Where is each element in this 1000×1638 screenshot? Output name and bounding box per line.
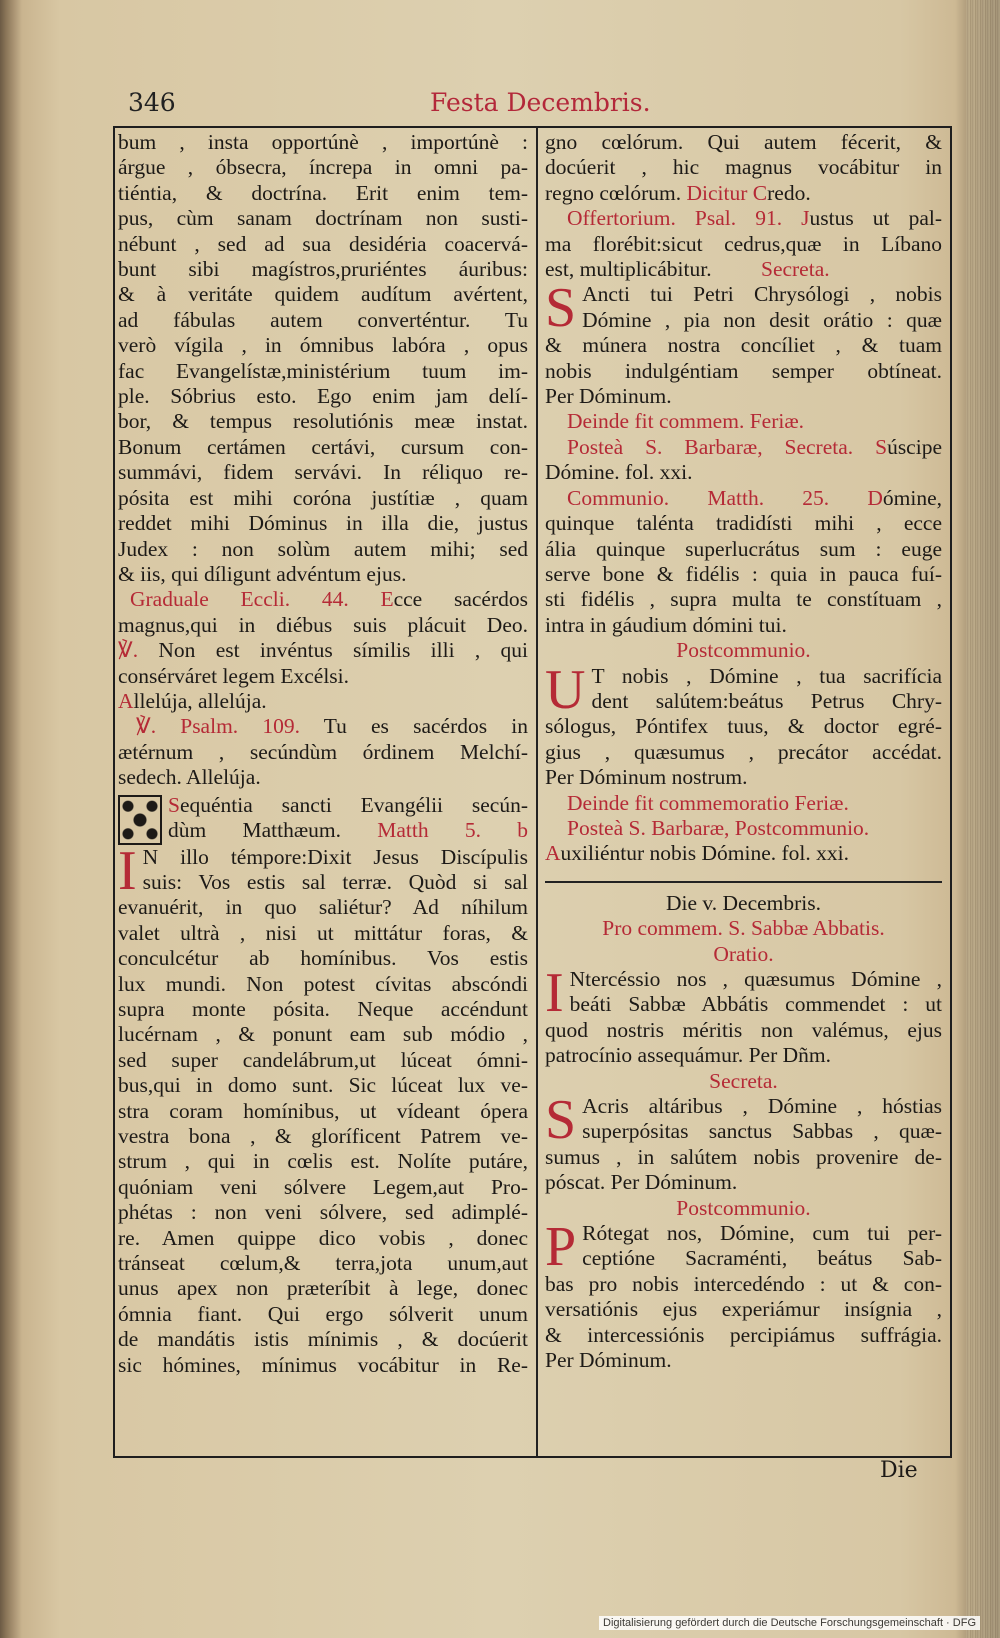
gospel-line: unus apex non præteríbit à lege, donec [118, 1276, 528, 1301]
text-line: & à veritáte quidem audítum avértent, [118, 282, 528, 307]
text-line: pus, cùm sanam doctrínam non susti- [118, 206, 528, 231]
text-line: tiéntia, & doctrína. Erit enim tem- [118, 180, 528, 205]
secreta-2-line: superpósitas sanctus Sabbas , quæ- [582, 1119, 942, 1144]
graduale-line [118, 587, 528, 612]
alleluia-text: llelúja, allelúja. [133, 688, 267, 713]
postcommunio-heading: Postcommunio. [676, 638, 811, 663]
text-line: ple. Sóbrius esto. Ego enim jam delí- [118, 384, 528, 409]
text-line: ad fábulas autem converténtur. Tu [118, 307, 528, 332]
text-line: Bonum certámen certávi, cursum con- [118, 434, 528, 459]
text-line: summávi, fidem servávi. In réliquo re- [118, 460, 528, 485]
gospel-line: bus,qui in domo sunt. Sic lúceat lux ve- [118, 1073, 528, 1098]
postcommunio-line: Per Dóminum nostrum. [545, 765, 748, 790]
graduale-line-2: magnus,qui in diébus suis plácuit Deo. [118, 612, 528, 637]
offertorium-line-2: ma florébit:sicut cedrus,quæ in Líbano [545, 231, 942, 256]
text-line: bor, & tempus resolutiónis meæ instat. [118, 409, 528, 434]
gospel-line: valet ultrà , nisi ut mittátur foras, & [118, 920, 528, 945]
communio-line: intra in gáudium dómini tui. [545, 612, 787, 637]
sequentia-block [118, 793, 528, 845]
secreta-2-line: sumus , in salútem nobis provenire de- [545, 1144, 942, 1169]
graduale-verse: Non est invéntus símilis illi , qui [158, 638, 529, 663]
oratio-line: Ntercéssio nos , quæsumus Dómine , [569, 967, 942, 991]
regno-text: regno cœlórum. [545, 180, 682, 205]
text-line: reddet mihi Dóminus in illa die, justus [118, 511, 528, 536]
graduale-text: cce sacérdos [393, 587, 528, 612]
page-header [0, 88, 1000, 124]
sequentia-line [118, 793, 528, 818]
communio-line [545, 486, 942, 511]
digitization-credit: Digitalisierung gefördert durch die Deutsche Forschungsgemeinschaft · DFG [599, 1616, 980, 1630]
psalm-line [118, 714, 528, 739]
text-line: pósita est mihi coróna justítiæ , quam [118, 485, 528, 510]
postcommunio-line: gius , quæsumus , precátor accédat. [545, 739, 942, 764]
oratio-heading: Oratio. [713, 941, 774, 966]
right-line-3 [545, 181, 942, 206]
communio-line: ália quinque superlucrátus sum : euge [545, 536, 942, 561]
secreta-label: Secreta. [760, 257, 830, 282]
secreta-line: & múnera nostra concíliet , & tuam [545, 333, 942, 358]
text-line: Judex : non solùm autem mihi; sed [118, 536, 528, 561]
deinde-2: Deinde fit commemoratio Feriæ. [567, 790, 849, 815]
postcommunio-line: dent salútem:beátus Petrus Chry- [591, 688, 942, 713]
postcommunio-2-line: Rótegat nos, Dómine, cum tui per- [582, 1221, 942, 1246]
sequentia-ref: Matth 5. b [377, 817, 528, 842]
communio-line: quinque talénta tradidísti mihi , ecce [545, 511, 942, 536]
gospel-line: N illo témpore:Dixit Jesus Discípulis [142, 844, 528, 869]
offertorium-line [545, 206, 942, 231]
graduale-line-4: consérváret legem Excélsi. [118, 663, 350, 688]
secreta-2-block [545, 1094, 942, 1196]
postcommunio-2-line: versatiónis ejus experiámur insígnia , [545, 1297, 942, 1322]
graduale-line-3 [118, 638, 528, 663]
oratio-block [545, 967, 942, 1069]
catchword: Die [880, 1458, 918, 1483]
right-line-2: docúerit , hic magnus vocábitur in [545, 155, 942, 180]
secreta-2-line: póscat. Per Dóminum. [545, 1170, 738, 1195]
oratio-line: beáti Sabbæ Abbátis commendet : ut [569, 992, 942, 1017]
offertorium-text: ustus ut pal- [809, 206, 942, 231]
gospel-line: lux mundi. Non potest cívitas abscóndi [118, 971, 528, 996]
gospel-line: phétas : non veni sólvere, sed adimplé- [118, 1200, 528, 1225]
gospel-block [118, 845, 528, 1379]
graduale-initial: E [380, 587, 394, 612]
sequentia-text-2: dùm Matthæum. [168, 817, 342, 842]
communio-text: ómine, [882, 485, 942, 510]
versicle-sign: ℣. [118, 638, 139, 663]
ornament-icon [118, 795, 162, 845]
page-edges [966, 0, 1000, 1638]
gospel-line: supra monte pósita. Neque accéndunt [118, 997, 528, 1021]
secreta-initial: S [545, 282, 577, 340]
gospel-initial: I [118, 844, 137, 902]
secreta-2-line: Acris altáribus , Dómine , hóstias [582, 1094, 942, 1119]
gospel-line: conculcétur ab homínibus. Vos estis [118, 946, 528, 971]
postcommunio-2-line: & intercessiónis percipiámus suffrágia. [545, 1322, 942, 1347]
postea-1-text: úscipe [887, 434, 942, 459]
text-line: nébunt , sed ad sua desidéria coacervá- [118, 231, 528, 256]
postcommunio-block [545, 664, 942, 791]
psalm-text: Tu es sacérdos in [323, 714, 528, 739]
postcommunio-2-line: Per Dóminum. [545, 1348, 672, 1373]
auxilientur-line [545, 841, 942, 866]
auxilientur-text: uxiliéntur nobis Dómine. fol. xxi. [560, 841, 849, 866]
credo-rubric: Dicitur C [686, 180, 768, 205]
postea-1-line-2: Dómine. fol. xxi. [545, 460, 693, 485]
communio-label: Communio. Matth. 25. D [567, 485, 883, 510]
right-column [545, 130, 942, 1374]
auxilientur-initial: A [545, 841, 561, 866]
postea-1-label: Posteà S. Barbaræ, Secreta. S [567, 434, 888, 459]
die-title: Die v. Decembris. [665, 890, 822, 915]
text-line: verò vígila , in ómnibus labóra , opus [118, 333, 528, 358]
psalm-line-2: ætérnum , secúndùm órdinem Melchí- [118, 739, 528, 764]
deinde-1: Deinde fit commem. Feriæ. [567, 409, 805, 434]
postcommunio-2-line: ceptióne Sacraménti, beátus Sab- [582, 1246, 942, 1271]
running-title: Festa Decembris. [430, 88, 651, 117]
postcommunio-2-heading: Postcommunio. [676, 1195, 811, 1220]
text-line: & iis, qui díligunt advéntum ejus. [118, 561, 407, 586]
oratio-line: patrocínio assequámur. Per Dñm. [545, 1043, 832, 1068]
gospel-line: lucérnam , & ponunt eam sub módio , [118, 1022, 528, 1047]
secreta-2-heading: Secreta. [709, 1068, 778, 1093]
graduale-label: Graduale Eccli. 44. [130, 587, 349, 612]
text-line: bunt sibi magístros,pruriéntes áuribus: [118, 257, 528, 282]
alleluia-line [118, 689, 528, 714]
right-line-1: gno cœlórum. Qui autem fécerit, & [545, 130, 942, 154]
gospel-line: strum , qui in cœlis est. Nolíte putáre, [118, 1149, 528, 1174]
credo-text: redo. [767, 180, 811, 205]
oratio-initial: I [545, 967, 564, 1024]
gospel-line: de mandátis istis mínimis , & docúerit [118, 1327, 528, 1352]
section-rule [545, 881, 942, 883]
sequentia-line-2 [118, 818, 528, 843]
postcommunio-line: T nobis , Dómine , tua sacrifícia [591, 663, 942, 688]
secreta-line: nobis indulgéntiam semper obtíneat. [545, 358, 942, 383]
alleluia-initial: A [118, 688, 134, 713]
page-number: 346 [128, 88, 176, 117]
offertorium-last: est, multiplicábitur. [545, 257, 712, 282]
secreta-2-initial: S [545, 1094, 577, 1152]
pro-commem: Pro commem. S. Sabbæ Abbatis. [602, 916, 885, 941]
gospel-line: evanuérit, in quo saliétur? Ad níhilum [118, 895, 528, 920]
postcommunio-line: sólogus, Póntifex tuus, & doctor egré- [545, 714, 942, 739]
postcommunio-2-line: bas pro nobis intercedéndo : ut & con- [545, 1271, 942, 1296]
postcommunio-2-initial: P [545, 1221, 577, 1279]
communio-line: serve bone & fidélis : quia in pauca fuí- [545, 561, 942, 586]
secreta-line: Per Dóminum. [545, 384, 672, 409]
text-line: árgue , óbsecra, íncrepa in omni pa- [118, 155, 528, 180]
postea-2: Posteà S. Barbaræ, Postcommunio. [567, 815, 870, 840]
offertorium-line-3 [545, 257, 942, 282]
postcommunio-2-block [545, 1221, 942, 1373]
secreta-line: Dómine , pia non desit orátio : quæ [582, 307, 942, 332]
gospel-line: ómnia fiant. Qui ergo sólverit unum [118, 1301, 528, 1326]
gospel-line: vestra bona , & gloríficent Patrem ve- [118, 1124, 528, 1149]
secreta-line: Ancti tui Petri Chrysólogi , nobis [582, 282, 942, 307]
sequentia-initial: S [168, 792, 180, 817]
gospel-line: quóniam veni sólvere Legem,aut Pro- [118, 1174, 528, 1199]
secreta-block [545, 282, 942, 409]
communio-line: sti fidélis , supra multa te constítuam , [545, 587, 942, 612]
column-divider [536, 126, 538, 1456]
left-column [118, 130, 528, 1378]
gospel-line: sic hómines, mínimus vocábitur in Re- [118, 1352, 528, 1377]
gospel-line: sed super candelábrum,ut lúceat ómni- [118, 1047, 528, 1072]
postea-1 [545, 435, 942, 460]
text-line: bum , insta opportúnè , importúnè : [118, 130, 528, 154]
gospel-line: re. Amen quippe dico vobis , donec [118, 1225, 528, 1250]
gospel-line: stra coram homínibus, ut vídeant ópera [118, 1098, 528, 1123]
psalm-line-3: sedech. Allelúja. [118, 765, 261, 790]
sequentia-text: equéntia sancti Evangélii secún- [179, 792, 528, 817]
postcommunio-initial: U [545, 663, 586, 721]
text-line: fac Evangelístæ,ministérium tuum im- [118, 358, 528, 383]
gospel-line: tránseat cœlum,& terra,jota unum,aut [118, 1251, 528, 1276]
offertorium-label: Offertorium. Psal. 91. J [567, 206, 810, 231]
gospel-line: suis: Vos estis sal terræ. Quòd si sal [142, 869, 528, 894]
psalm-label: ℣. Psalm. 109. [136, 714, 300, 739]
oratio-line: quod nostris méritis non valémus, ejus [545, 1017, 942, 1042]
